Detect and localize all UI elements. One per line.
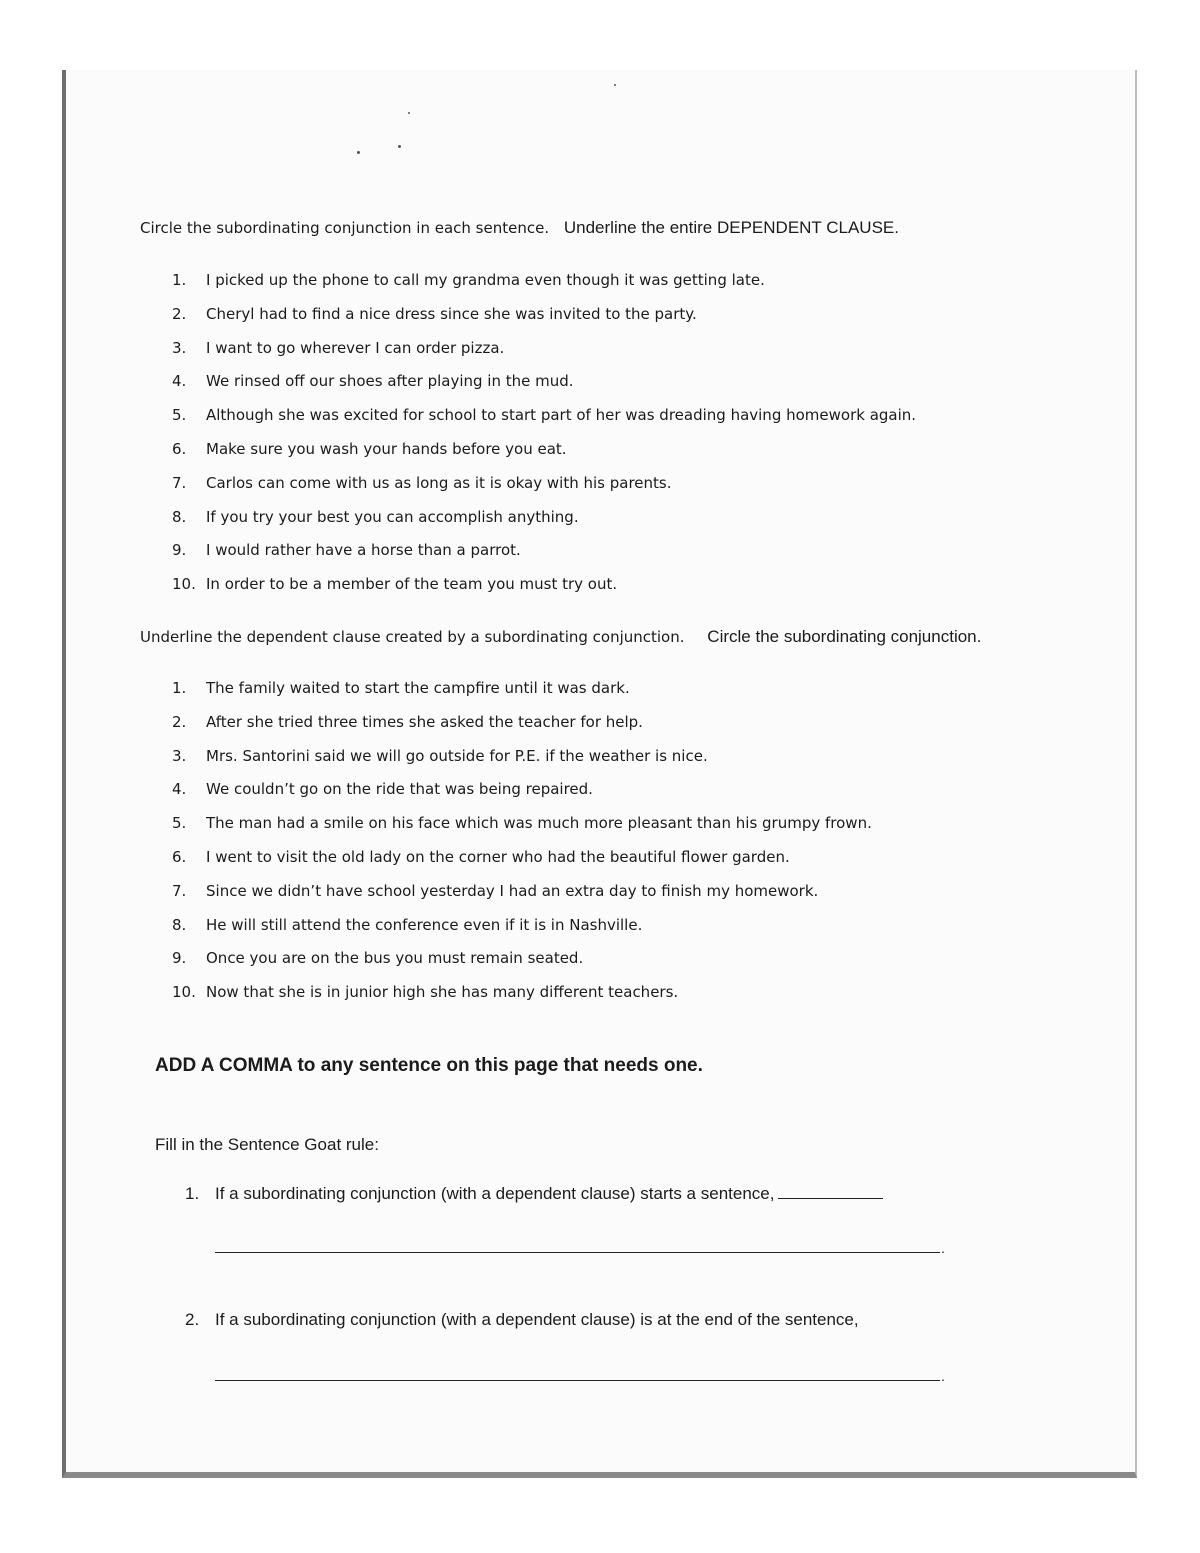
item-number: 3. — [172, 746, 187, 765]
rule-2 — [185, 1310, 859, 1330]
item-number: 6. — [172, 847, 187, 866]
section2-instructions — [140, 627, 981, 647]
item-text: If you try your best you can accomplish anything. — [206, 507, 579, 526]
list-item — [172, 365, 916, 399]
list-item — [172, 706, 872, 740]
list-item — [172, 841, 872, 875]
list-item — [172, 773, 872, 807]
list-item — [172, 399, 916, 433]
item-text: I went to visit the old lady on the corner who had the beautiful flower garden. — [206, 847, 790, 866]
scan-speck — [357, 151, 360, 154]
item-number: 5. — [172, 814, 187, 833]
item-text: I picked up the phone to call my grandma even though it was getting late. — [206, 271, 765, 289]
item-text: Although she was excited for school to start part of her was dreading having homework again. — [206, 406, 917, 425]
item-number: 2. — [172, 712, 187, 731]
rule-number: 1. — [185, 1184, 200, 1203]
list-item — [172, 433, 916, 467]
list-item — [172, 976, 872, 1010]
item-text: Mrs. Santorini said we will go outside for P.E. if the weather is nice. — [206, 746, 708, 765]
item-number: 4. — [172, 372, 187, 391]
section2-instruction-b: Circle the subordinating conjunction. — [707, 627, 982, 646]
item-number: 9. — [172, 949, 187, 968]
item-text: Once you are on the bus you must remain seated. — [206, 949, 584, 968]
item-text: I would rather have a horse than a parrot. — [206, 541, 521, 560]
item-text: I want to go wherever I can order pizza. — [206, 338, 505, 357]
answer-blank-line[interactable] — [215, 1252, 940, 1253]
item-number: 6. — [172, 439, 187, 458]
rule-1 — [185, 1184, 883, 1204]
item-number: 8. — [172, 915, 187, 934]
item-number: 8. — [172, 507, 187, 526]
item-text: The family waited to start the campfire until it was dark. — [206, 679, 630, 697]
item-text: Make sure you wash your hands before you eat. — [206, 439, 567, 458]
item-number: 2. — [172, 304, 187, 323]
item-text: Since we didn’t have school yesterday I had an extra day to finish my homework. — [206, 881, 819, 900]
period-mark: . — [941, 1368, 945, 1384]
item-number: 10. — [172, 575, 196, 594]
item-text: After she tried three times she asked the teacher for help. — [206, 712, 643, 731]
item-text: Now that she is in junior high she has many different teachers. — [206, 983, 679, 1002]
section1-list — [172, 264, 916, 602]
item-text: We couldn’t go on the ride that was being repaired. — [206, 780, 593, 799]
list-item — [172, 807, 872, 841]
item-number: 1. — [172, 271, 187, 289]
item-number: 1. — [172, 679, 187, 697]
item-number: 7. — [172, 473, 187, 492]
section2-list — [172, 672, 872, 1010]
item-text: In order to be a member of the team you must try out. — [206, 575, 618, 594]
scan-speck — [408, 112, 410, 114]
list-item — [172, 672, 872, 706]
scan-speck — [614, 84, 616, 86]
rule-number: 2. — [185, 1310, 200, 1329]
list-item — [172, 534, 916, 568]
item-number: 7. — [172, 881, 187, 900]
section1-instruction-b: Underline the entire DEPENDENT CLAUSE. — [563, 218, 899, 237]
list-item — [172, 875, 872, 909]
comma-heading: ADD A COMMA to any sentence on this page that needs one. — [155, 1055, 703, 1076]
fill-in-instruction: Fill in the Sentence Goat rule: — [155, 1135, 379, 1154]
item-text: Carlos can come with us as long as it is okay with his parents. — [206, 473, 672, 492]
list-item — [172, 942, 872, 976]
item-number: 5. — [172, 406, 187, 425]
period-mark: . — [941, 1240, 945, 1256]
scan-speck — [398, 145, 401, 148]
item-number: 4. — [172, 780, 187, 799]
list-item — [172, 298, 916, 332]
item-text: Cheryl had to find a nice dress since she was invited to the party. — [206, 304, 697, 323]
item-number: 10. — [172, 983, 196, 1002]
list-item — [172, 568, 916, 602]
section2-instruction-a: Underline the dependent clause created by a subordinating conjunction. — [140, 628, 685, 646]
item-text: We rinsed off our shoes after playing in the mud. — [206, 372, 574, 391]
list-item — [172, 740, 872, 774]
list-item — [172, 332, 916, 366]
list-item — [172, 501, 916, 535]
item-number: 9. — [172, 541, 187, 560]
rule-text: If a subordinating conjunction (with a dependent clause) is at the end of the sentence, — [215, 1310, 859, 1329]
answer-blank-line[interactable] — [215, 1380, 940, 1381]
list-item — [172, 467, 916, 501]
section1-instruction-a: Circle the subordinating conjunction in each sentence. — [140, 219, 550, 237]
section1-instructions — [140, 218, 899, 238]
answer-blank-short[interactable] — [778, 1184, 883, 1199]
item-text: The man had a smile on his face which was much more pleasant than his grumpy frown. — [206, 814, 872, 833]
list-item — [172, 909, 872, 943]
item-number: 3. — [172, 338, 187, 357]
list-item — [172, 264, 916, 298]
rule-text: If a subordinating conjunction (with a dependent clause) starts a sentence, — [215, 1184, 775, 1203]
item-text: He will still attend the conference even if it is in Nashville. — [206, 915, 643, 934]
